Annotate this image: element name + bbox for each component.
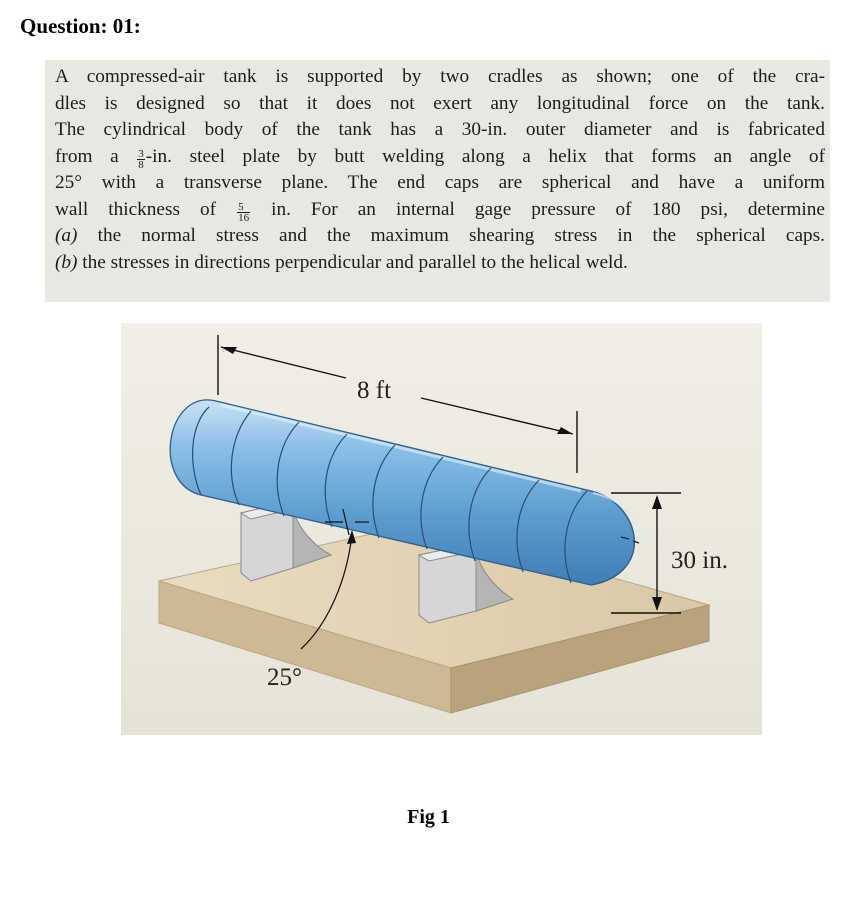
problem-line: A compressed-air tank is supported by two cradles as shown; one of the cra- <box>55 66 825 87</box>
problem-line <box>55 223 825 250</box>
problem-text-segment: from a <box>55 145 137 167</box>
problem-text-segment: the stresses in directions perpendicular and parallel to the helical weld. <box>77 251 628 273</box>
angle-label: 25° <box>267 664 302 691</box>
problem-text-segment: in. For an internal gage pressure of 180 psi, determine <box>251 198 825 220</box>
part-a-label: (a) <box>55 225 78 246</box>
problem-line <box>55 197 825 224</box>
problem-statement <box>55 64 825 276</box>
fraction-five-sixteenths <box>237 202 250 223</box>
problem-text-segment: wall thickness of <box>55 198 237 220</box>
fraction-three-eighths <box>137 149 145 170</box>
problem-line <box>55 144 825 171</box>
problem-line <box>55 250 825 277</box>
part-b-label: (b) <box>55 251 78 273</box>
figure-caption: Fig 1 <box>407 806 450 828</box>
problem-text-segment: the normal stress and the maximum shearing stress in the spherical caps. <box>77 225 825 246</box>
problem-line: The cylindrical body of the tank has a 30-in. outer diameter and is fabricated <box>55 119 825 140</box>
fraction-denominator: 16 <box>238 211 250 224</box>
tank-figure <box>121 323 762 735</box>
problem-line: dles is designed so that it does not exert any longitudinal force on the tank. <box>55 92 825 114</box>
diameter-label: 30 in. <box>671 547 728 574</box>
problem-line: 25° with a transverse plane. The end caps are spherical and have a uniform <box>55 172 825 193</box>
fraction-numerator: 5 <box>237 202 250 213</box>
tank-illustration <box>121 323 762 735</box>
fraction-denominator: 8 <box>138 158 144 171</box>
length-label: 8 ft <box>357 377 392 404</box>
fraction-numerator: 3 <box>138 147 144 160</box>
problem-text-segment: -in. steel plate by butt welding along a helix that forms an angle of <box>145 145 825 167</box>
question-heading: Question: 01: <box>20 14 141 38</box>
